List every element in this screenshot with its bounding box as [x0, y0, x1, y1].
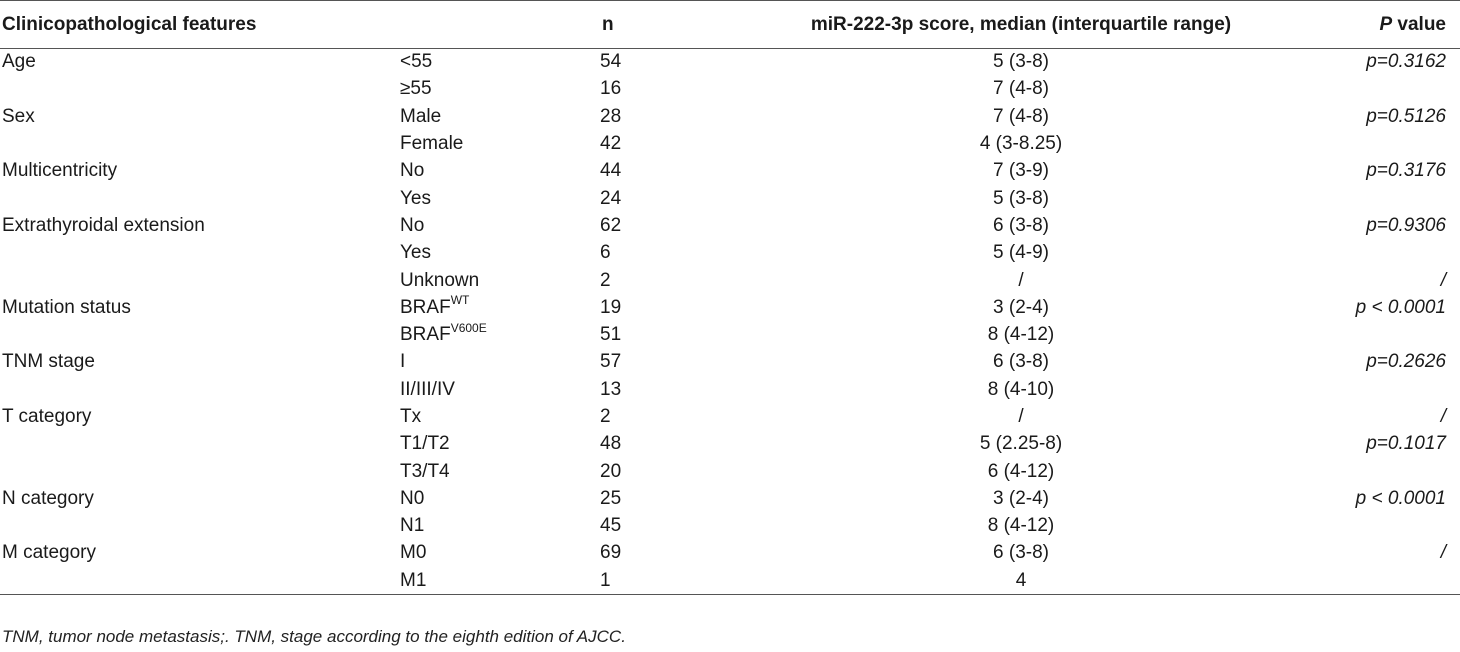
cell-level [400, 540, 590, 567]
cell-p-value [1316, 185, 1460, 212]
cell-feature [0, 76, 400, 103]
cell-score: 3 (2-4) [993, 296, 1049, 318]
cell-feature: M category [2, 542, 96, 564]
cell-p-value: / [1440, 269, 1446, 291]
cell-feature [0, 321, 400, 348]
cell-n: 1 [590, 567, 726, 594]
cell-feature: N category [2, 487, 94, 509]
cell-n: 45 [600, 515, 622, 537]
cell-level [400, 240, 590, 267]
cell-feature [0, 431, 400, 458]
header-feature: Clinicopathological features [0, 1, 400, 49]
cell-p-value: p=0.1017 [1366, 433, 1446, 455]
table-row [0, 240, 1460, 267]
cell-score: 8 (4-12) [987, 324, 1055, 346]
table-row [0, 212, 1460, 239]
cell-level [400, 431, 590, 458]
cell-feature: TNM stage [2, 351, 95, 373]
cell-score: 6 (3-8) [993, 214, 1049, 236]
cell-n: 6 [600, 242, 611, 264]
cell-n: 57 [600, 351, 622, 373]
cell-p-value: p=0.9306 [1366, 214, 1446, 236]
cell-level-text: M0 [400, 542, 427, 564]
cell-level-text: T3/T4 [400, 460, 450, 482]
table-row [0, 485, 1460, 512]
cell-p-value [1316, 458, 1460, 485]
cell-level [400, 212, 590, 239]
cell-feature: Extrathyroidal extension [2, 214, 205, 236]
cell-level [400, 294, 590, 321]
cell-score: 4 [726, 567, 1316, 594]
cell-level [400, 376, 590, 403]
header-p-italic: P [1379, 13, 1393, 35]
cell-feature [0, 185, 400, 212]
cell-feature: Sex [2, 105, 35, 127]
header-row [0, 1, 1460, 49]
cell-p-value: p=0.2626 [1366, 351, 1446, 373]
cell-level-text: M1 [400, 569, 427, 591]
cell-level-text: Unknown [400, 269, 480, 291]
cell-level [400, 513, 590, 540]
cell-level-text: BRAF [400, 296, 451, 318]
cell-p-value [1316, 240, 1460, 267]
cell-n: 44 [600, 160, 622, 182]
table-header [0, 1, 1460, 49]
cell-feature: Multicentricity [2, 160, 118, 182]
cell-score: 7 (3-9) [993, 160, 1049, 182]
cell-feature [0, 458, 400, 485]
table-row [0, 185, 1460, 212]
header-n: n [590, 1, 726, 49]
cell-p-value: p < 0.0001 [1355, 487, 1446, 509]
cell-n: 48 [600, 433, 622, 455]
table-row [0, 49, 1460, 76]
cell-level [400, 485, 590, 512]
cell-score: / [1018, 406, 1024, 427]
cell-feature [0, 567, 400, 594]
cell-score: 6 (3-8) [993, 351, 1049, 373]
cell-p-value [1316, 513, 1460, 540]
cell-feature: Mutation status [2, 296, 131, 318]
table-row [0, 458, 1460, 485]
cell-level [400, 49, 590, 76]
cell-n: 2 [600, 269, 611, 291]
cell-level-text: Male [400, 105, 442, 127]
cell-level [400, 158, 590, 185]
cell-n: 28 [600, 105, 622, 127]
table-row [0, 403, 1460, 430]
cell-n: 16 [600, 78, 622, 100]
header-score: miR-222-3p score, median (interquartile range) [726, 1, 1316, 49]
cell-n: 20 [600, 460, 622, 482]
cell-n: 51 [600, 324, 622, 346]
cell-level-superscript: V600E [450, 320, 487, 335]
cell-p-value: p=0.5126 [1366, 105, 1446, 127]
table-row [0, 431, 1460, 458]
cell-level [400, 403, 590, 430]
cell-level [400, 321, 590, 348]
cell-score: 5 (2.25-8) [979, 433, 1063, 455]
cell-level-text: No [400, 160, 425, 182]
cell-level-text: BRAF [400, 324, 451, 346]
cell-level-text: Female [400, 133, 464, 155]
cell-level-text: T1/T2 [400, 433, 450, 455]
cell-level-text: ≥55 [400, 78, 432, 100]
cell-p-value: / [1440, 542, 1446, 564]
cell-p-value [1316, 130, 1460, 157]
table-row [0, 376, 1460, 403]
cell-n: 24 [600, 187, 622, 209]
table-row [0, 103, 1460, 130]
table-row [0, 321, 1460, 348]
cell-score: / [1018, 269, 1024, 291]
cell-level-superscript: WT [450, 293, 470, 308]
cell-score: 6 (3-8) [993, 542, 1049, 564]
cell-score: 3 (2-4) [993, 487, 1049, 509]
cell-level [400, 567, 590, 594]
cell-level [400, 185, 590, 212]
cell-feature: T category [2, 406, 92, 427]
cell-p-value: p=0.3162 [1366, 51, 1446, 73]
cell-score: 8 (4-12) [987, 515, 1055, 537]
cell-score: 7 (4-8) [993, 78, 1049, 100]
table-row [0, 540, 1460, 567]
cell-n: 54 [600, 51, 622, 73]
table-row [0, 349, 1460, 376]
header-level [400, 1, 590, 49]
cell-n: 69 [600, 542, 622, 564]
cell-level [400, 349, 590, 376]
cell-feature [0, 267, 400, 294]
cell-p-value [1316, 76, 1460, 103]
table-row [0, 294, 1460, 321]
cell-score: 7 (4-8) [993, 105, 1049, 127]
cell-n: 25 [600, 487, 622, 509]
cell-level-text: <55 [400, 51, 433, 73]
table-row [0, 567, 1460, 594]
table-body [0, 49, 1460, 595]
cell-level-text: Yes [400, 242, 431, 264]
cell-level [400, 130, 590, 157]
cell-p-value: p=0.3176 [1366, 160, 1446, 182]
cell-level-text: Yes [400, 187, 431, 209]
cell-level-text: II/III/IV [400, 378, 455, 400]
cell-p-value [1316, 567, 1460, 594]
header-p-value [1316, 1, 1460, 49]
cell-n: 13 [600, 378, 622, 400]
cell-level-text: Tx [400, 406, 422, 427]
cell-score: 5 (3-8) [993, 187, 1049, 209]
cell-level [400, 267, 590, 294]
cell-p-value: p < 0.0001 [1355, 296, 1446, 318]
cell-score: 5 (4-9) [993, 242, 1049, 264]
cell-level-text: I [400, 351, 406, 373]
table-row [0, 267, 1460, 294]
cell-n: 42 [600, 133, 622, 155]
table-row [0, 130, 1460, 157]
cell-feature: Age [2, 51, 36, 73]
cell-level-text: No [400, 214, 425, 236]
cell-score: 6 (4-12) [987, 460, 1055, 482]
cell-n: 62 [600, 214, 622, 236]
header-p-rest: value [1392, 13, 1446, 35]
cell-level-text: N0 [400, 487, 425, 509]
table-row [0, 158, 1460, 185]
cell-p-value [1316, 321, 1460, 348]
table-footnote: TNM, tumor node metastasis;. TNM, stage according to the eighth edition of AJCC. [2, 627, 626, 646]
cell-feature [0, 130, 400, 157]
cell-p-value [1316, 376, 1460, 403]
cell-level [400, 76, 590, 103]
cell-p-value: / [1440, 406, 1446, 427]
cell-level [400, 458, 590, 485]
cell-feature [0, 513, 400, 540]
cell-n: 19 [600, 296, 622, 318]
cell-score: 4 (3-8.25) [979, 133, 1063, 155]
table-row [0, 513, 1460, 540]
cell-score: 8 (4-10) [987, 378, 1055, 400]
cell-feature [0, 376, 400, 403]
cell-feature [0, 240, 400, 267]
cell-n: 2 [600, 406, 611, 427]
cell-level [400, 103, 590, 130]
table-row [0, 76, 1460, 103]
cell-level-text: N1 [400, 515, 425, 537]
cell-score: 5 (3-8) [993, 51, 1049, 73]
